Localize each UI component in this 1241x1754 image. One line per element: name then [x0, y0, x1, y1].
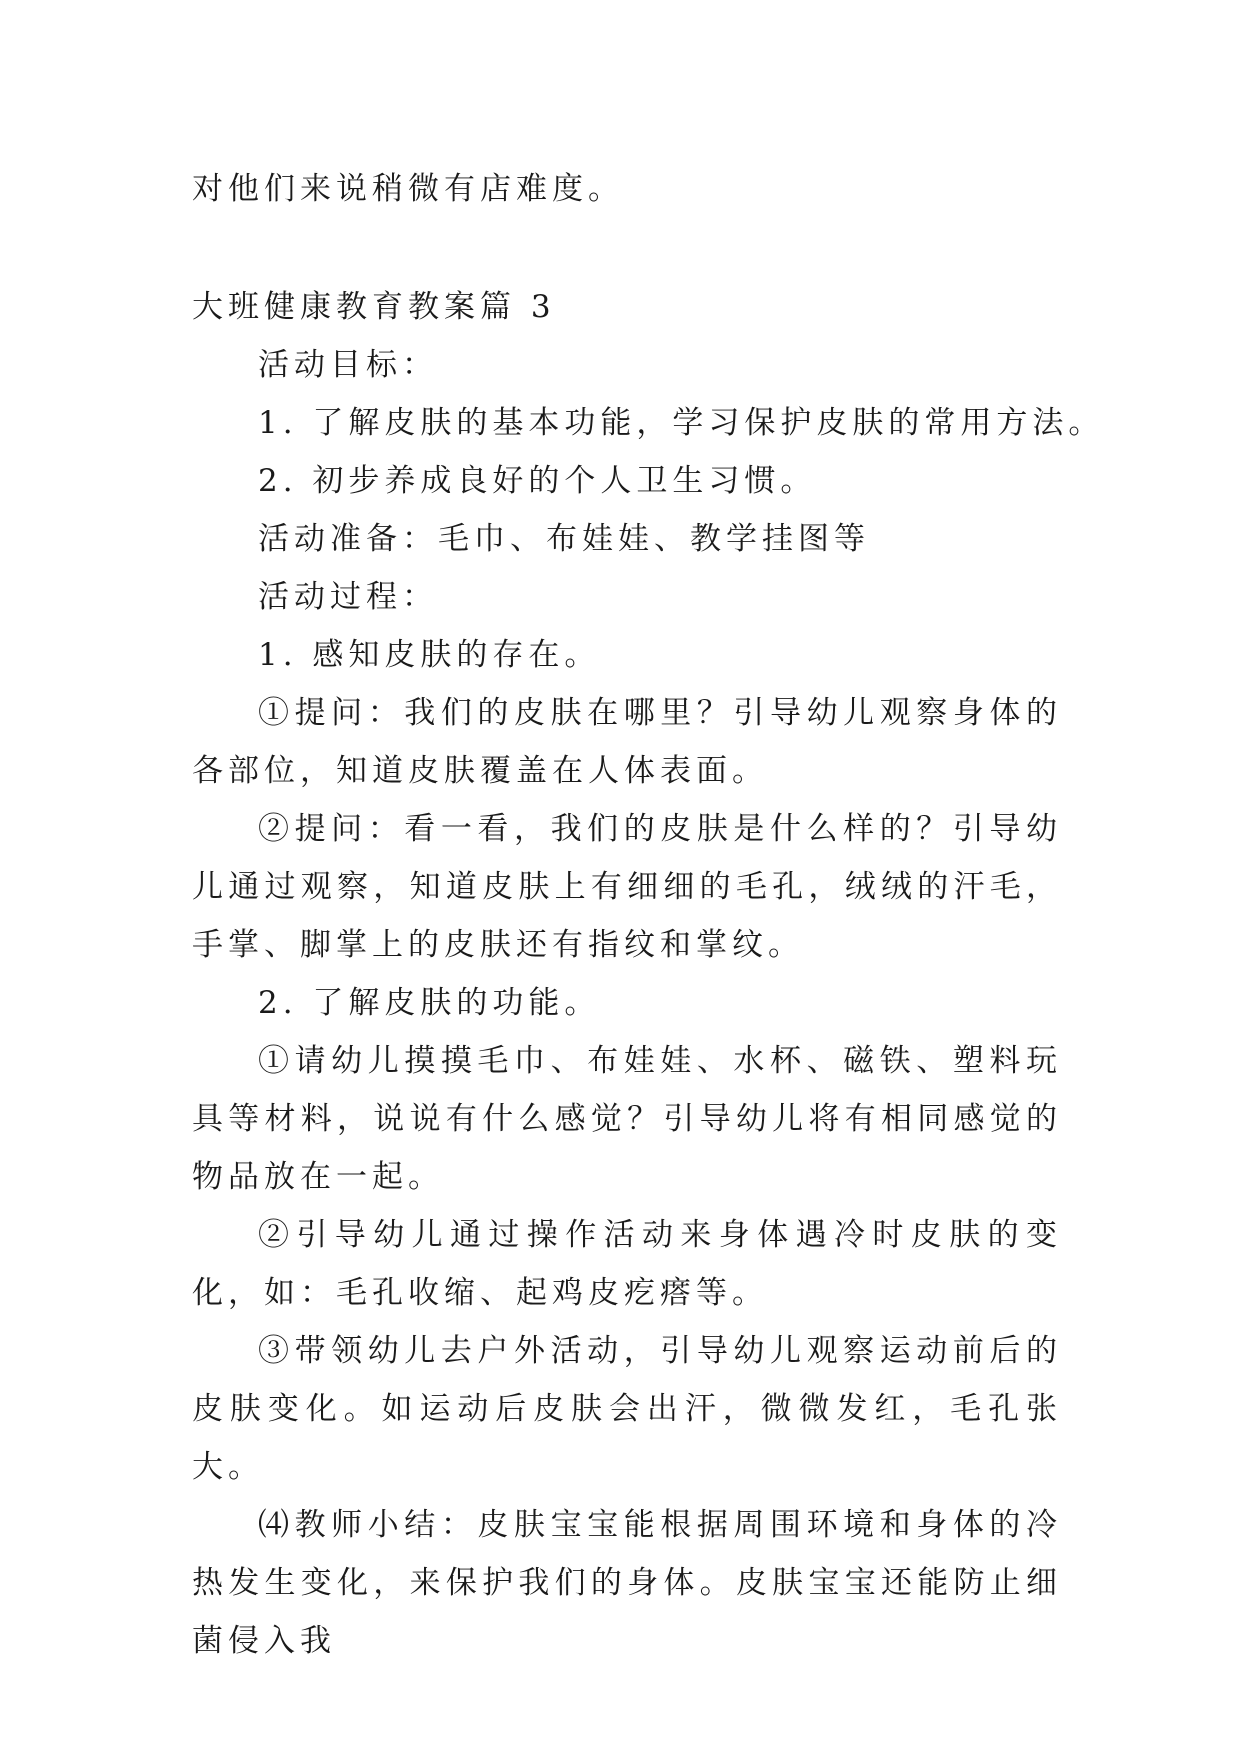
step2-title: 2. 了解皮肤的功能。	[258, 985, 601, 1021]
step2-point-3: ③带领幼儿去户外活动，引导幼儿观察运动前后的皮肤变化。如运动后皮肤会出汗，微微发红，毛孔张大。	[192, 1333, 1062, 1485]
goal-item-1: 1. 了解皮肤的基本功能，学习保护皮肤的常用方法。	[258, 405, 1105, 441]
document-page	[192, 160, 1105, 1670]
process-heading: 活动过程：	[258, 579, 438, 615]
step2-point-2: ②引导幼儿通过操作活动来身体遇冷时皮肤的变化，如：毛孔收缩、起鸡皮疙瘩等。	[192, 1217, 1062, 1311]
step2-point-1: ①请幼儿摸摸毛巾、布娃娃、水杯、磁铁、塑料玩具等材料，说说有什么感觉？引导幼儿将有相同感觉的物品放在一起。	[192, 1043, 1062, 1195]
step1-point-1: ①提问：我们的皮肤在哪里？引导幼儿观察身体的各部位，知道皮肤覆盖在人体表面。	[192, 695, 1062, 789]
section-title: 大班健康教育教案篇 3	[192, 289, 556, 325]
step2-point-4: ⑷教师小结：皮肤宝宝能根据周围环境和身体的冷热发生变化，来保护我们的身体。皮肤宝宝还能防止细菌侵入我	[192, 1507, 1062, 1659]
step1-point-2: ②提问：看一看，我们的皮肤是什么样的？引导幼儿通过观察，知道皮肤上有细细的毛孔，绒绒的汗毛，手掌、脚掌上的皮肤还有指纹和掌纹。	[192, 811, 1062, 963]
step1-title: 1. 感知皮肤的存在。	[258, 637, 601, 673]
goals-heading: 活动目标：	[258, 347, 438, 383]
preparation-text: 活动准备：毛巾、布娃娃、教学挂图等	[258, 521, 870, 557]
intro-tail-text: 对他们来说稍微有店难度。	[192, 171, 624, 207]
goal-item-2: 2. 初步养成良好的个人卫生习惯。	[258, 463, 817, 499]
section-gap	[192, 218, 1062, 278]
